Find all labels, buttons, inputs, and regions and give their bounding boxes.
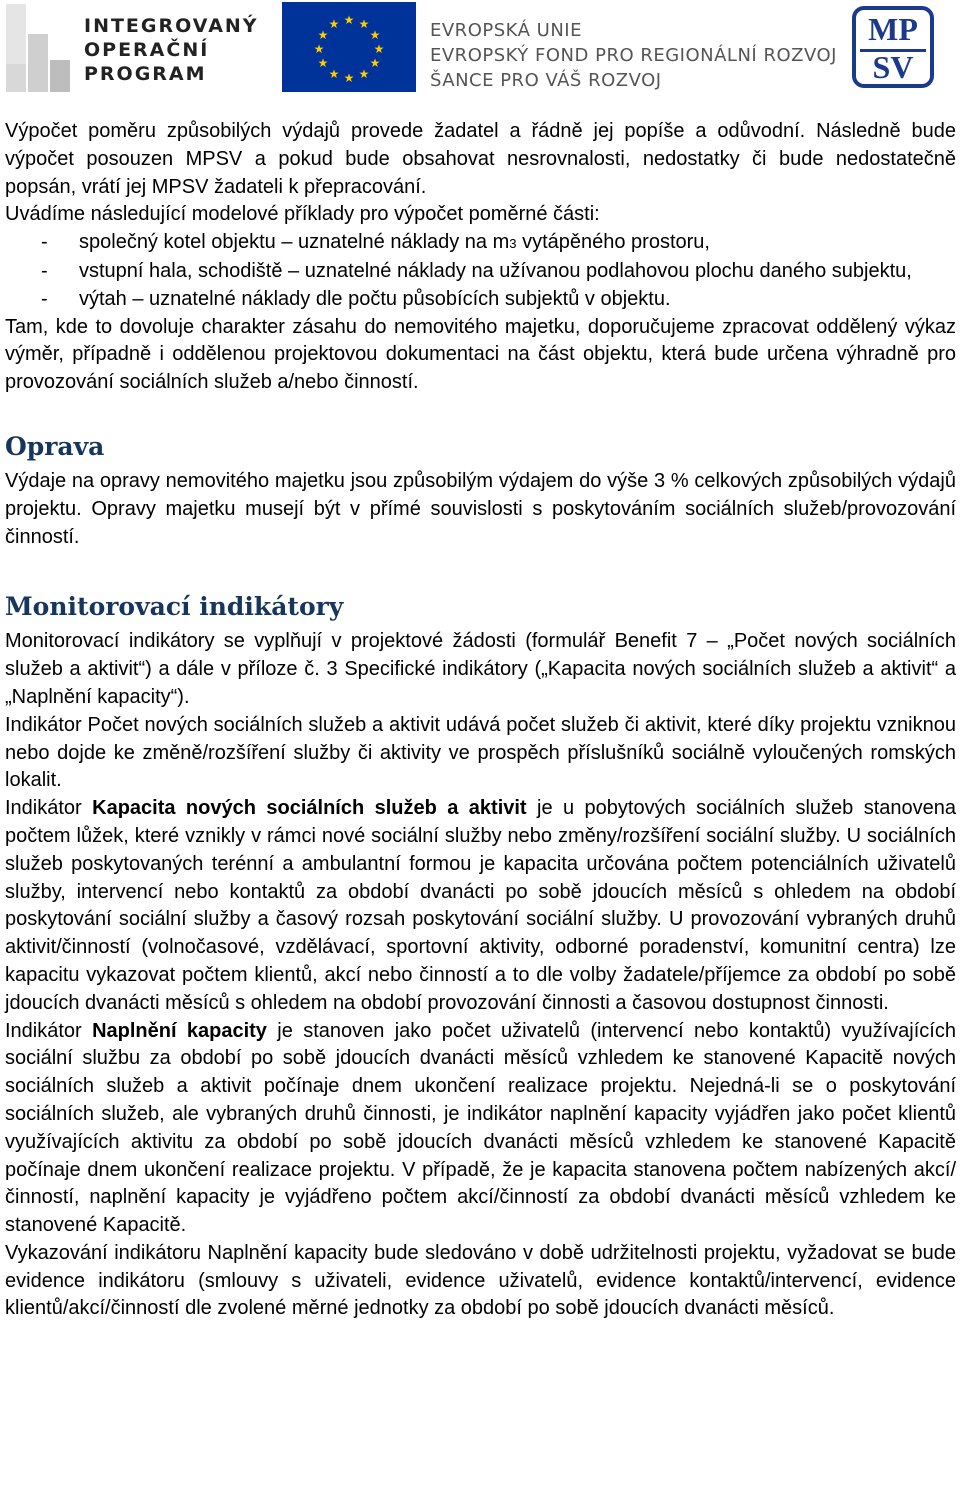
svg-text:★: ★ <box>369 56 381 70</box>
indicator-name: Naplnění kapacity <box>92 1019 267 1042</box>
eu-logo-line: EVROPSKÝ FOND PRO REGIONÁLNÍ ROZVOJ <box>430 45 837 66</box>
list-item-text: výtah – uznatelné náklady dle počtu působících subjektů v objektu. <box>79 287 671 310</box>
list-item-text: společný kotel objektu – uznatelné náklady na m <box>79 231 510 254</box>
svg-text:★: ★ <box>317 56 329 70</box>
svg-text:★: ★ <box>358 17 370 31</box>
list-item <box>5 258 956 286</box>
paragraph-text: je u pobytových sociálních služeb stanovena počtem lůžek, které vznikly v rámci nové sociální služby nebo změny/rozšíření sociální služby. U sociálních služeb poskytovaných terénní a ambulantní formou je kapacita určována počtem potenciálních uživatelů služby, intervencí nebo kontaktů za období dvanácti po sobě jdoucích měsíců s ohledem na období poskytování sociální služby a časový rozsah poskytování sociální služby. U provozování vybraných druhů aktivit/činností (volnočasové, vzdělávací, sportovní aktivity, odborné poradenství, komunitní centra) lze kapacitu vykazovat počtem klientů, akcí nebo činností a to dle volby žadatele/příjemce za období po sobě jdoucích dvanácti měsíců s ohledem na období provozování činnosti a časovou dostupnost činnosti. <box>5 797 957 1014</box>
svg-text:★: ★ <box>313 42 325 56</box>
spacer <box>5 551 956 591</box>
svg-text:★: ★ <box>373 42 385 56</box>
intro-examples-lead: Uvádíme následující modelové příklady pro výpočet poměrné části: <box>5 203 600 226</box>
mpsv-logo <box>852 6 934 88</box>
list-item-text: vstupní hala, schodiště – uznatelné náklady na užívanou podlahovou plochu daného subjektu, <box>79 259 912 282</box>
eu-flag-icon <box>282 2 416 92</box>
iop-logo-line: INTEGROVANÝ <box>84 15 259 37</box>
paragraph-lead: Indikátor <box>5 1019 93 1042</box>
svg-text:★: ★ <box>328 17 340 31</box>
eu-logo-line: ŠANCE PRO VÁŠ ROZVOJ <box>430 70 662 91</box>
svg-text:★: ★ <box>343 13 355 27</box>
indicator-name: Kapacita nových sociálních služeb a aktivit <box>92 797 527 820</box>
monitorovaci-paragraph: Indikátor Počet nových sociálních služeb a aktivit udává počet služeb či aktivit, které díky projektu vzniknou nebo dojde ke změně/rozšíření služby či aktivity ve prospěch příslušníků sociálně vyloučených romských lokalit. <box>5 713 956 792</box>
iop-logo-mark <box>4 4 74 92</box>
section-heading-oprava: Oprava <box>5 431 105 461</box>
svg-text:★: ★ <box>328 67 340 81</box>
examples-list <box>5 229 956 313</box>
spacer <box>5 397 956 431</box>
svg-text:★: ★ <box>358 67 370 81</box>
list-dash: - <box>41 259 48 282</box>
monitorovaci-paragraph <box>5 795 956 1017</box>
eu-stars-icon <box>282 2 416 92</box>
svg-text:★: ★ <box>343 71 355 85</box>
list-dash: - <box>41 287 48 310</box>
iop-logo-line: PROGRAM <box>84 63 207 85</box>
svg-text:★: ★ <box>369 28 381 42</box>
document-body <box>5 118 956 1323</box>
iop-logo <box>4 4 264 92</box>
list-item-text: vytápěného prostoru, <box>516 231 710 254</box>
paragraph-text: je stanoven jako počet uživatelů (intervencí nebo kontaktů) využívajících sociální službu za období po sobě jdoucích dvanácti měsíců vzhledem ke stanovené Kapacitě nových sociálních služeb a aktivit počínaje dnem ukončení realizace projektu. Nejedná-li se o poskytování sociálních služeb, ale vybraných druhů činnosti, je indikátor naplnění kapacity vyjádřen jako počet klientů využívajících aktivitu za období po sobě jdoucích dvanácti měsíců vzhledem ke stanovené Kapacitě počínaje dnem ukončení realizace projektu. V případě, že je kapacita stanovena počtem nabízených akcí/činností, naplnění kapacity je vyjádřeno počtem akcí/činností za období dvanácti měsíců vzhledem ke stanovené Kapacitě. <box>5 1019 956 1237</box>
list-item <box>5 229 956 258</box>
oprava-paragraph: Výdaje na opravy nemovitého majetku jsou způsobilým výdajem do výše 3 % celkových způsobilých výdajů projektu. Opravy majetku musejí být v přímé souvislosti s poskytováním sociálních služeb/provozování činností. <box>5 469 956 548</box>
intro-paragraph: Výpočet poměru způsobilých výdajů provede žadatel a řádně jej popíše a odůvodní. Následně bude výpočet posouzen MPSV a pokud bude obsahovat nesrovnalosti, nedostatky či bude nedostatečně popsán, vrátí jej MPSV žadateli k přepracování. <box>5 120 956 198</box>
logo-header <box>0 0 960 100</box>
intro-paragraph: Tam, kde to dovoluje charakter zásahu do nemovitého majetku, doporučujeme zpracovat oddělený výkaz výměr, případně i oddělenou projektovou dokumentaci na část objektu, která bude určena výhradně pro provozování sociálních služeb a/nebo činností. <box>5 315 956 394</box>
list-dash: - <box>41 231 48 254</box>
unit-superscript: 3 <box>509 236 517 252</box>
list-item <box>5 286 956 314</box>
section-heading-monitorovaci: Monitorovací indikátory <box>5 592 344 622</box>
iop-logo-line: OPERAČNÍ <box>84 39 210 61</box>
iop-logo-text <box>84 14 259 86</box>
paragraph-lead: Indikátor <box>5 797 93 820</box>
mpsv-logo-top: MP <box>868 11 918 47</box>
monitorovaci-paragraph: Monitorovací indikátory se vyplňují v projektové žádosti (formulář Benefit 7 – „Počet nových sociálních služeb a aktivit“) a dále v příloze č. 3 Specifické indikátory („Kapacita nových sociálních služeb a aktivit“ a „Naplnění kapacity“). <box>5 630 956 708</box>
monitorovaci-paragraph <box>5 1018 956 1240</box>
svg-text:★: ★ <box>317 28 329 42</box>
eu-logo-text <box>430 18 837 93</box>
monitorovaci-paragraph: Vykazování indikátoru Naplnění kapacity bude sledováno v době udržitelnosti projektu, vyžadovat se bude evidence indikátoru (smlouvy s uživateli, evidence uživatelů, evidence kontaktů/intervencí, evidence klientů/akcí/činností dle zvolené měrné jednotky za období po sobě jdoucích dvanácti měsíců. <box>5 1241 956 1320</box>
mpsv-logo-bottom: SV <box>872 49 914 85</box>
eu-logo-line: EVROPSKÁ UNIE <box>430 20 582 41</box>
